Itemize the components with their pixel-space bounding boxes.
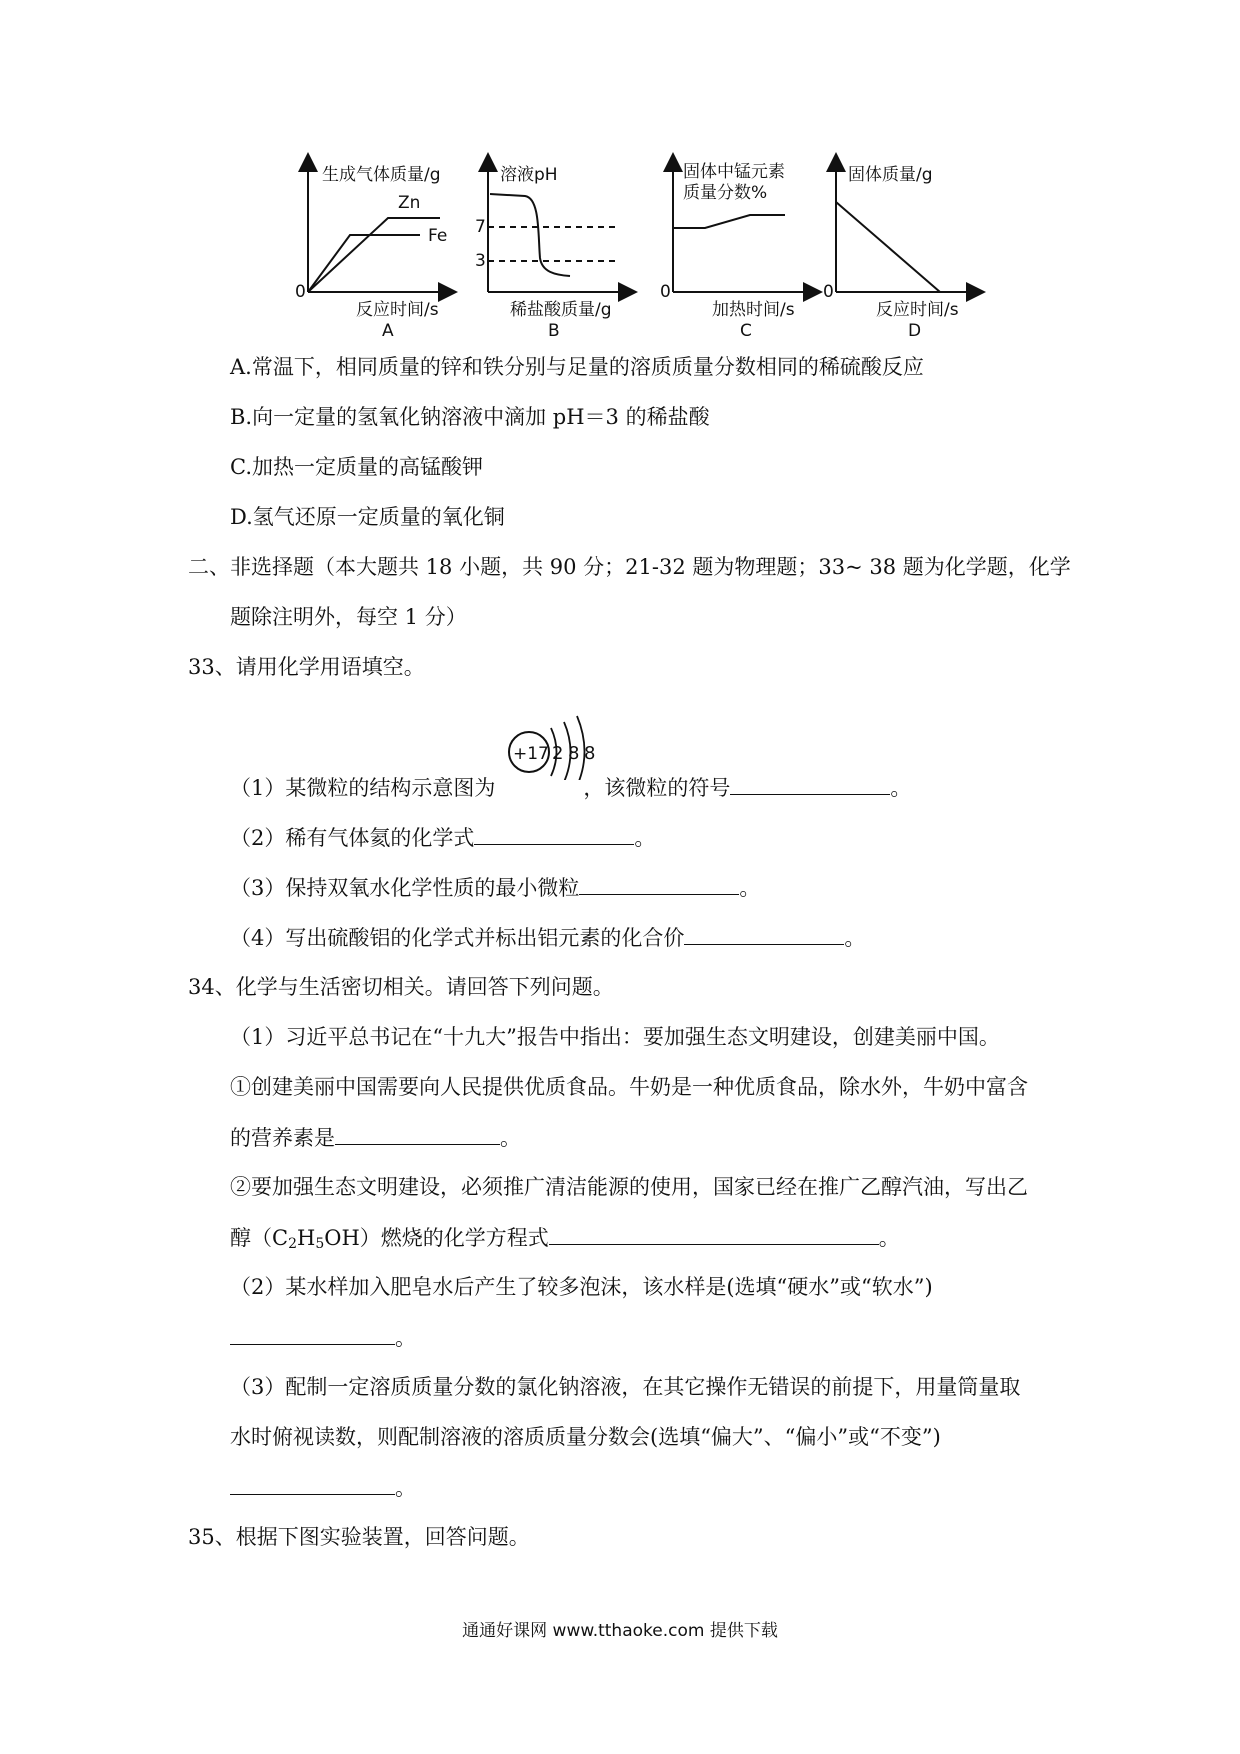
graph-d-line <box>836 202 940 292</box>
graph-b-tick-7: 7 <box>475 217 486 237</box>
graph-d-origin: 0 <box>823 282 834 302</box>
graph-c-line <box>673 215 785 228</box>
q33-answer-4-blank[interactable] <box>684 922 844 945</box>
atom-shell-3: 8 <box>584 743 596 764</box>
q34-answer-2-blank[interactable] <box>230 1322 395 1345</box>
q34-part1b-line1: ②要加强生态文明建设，必须推广清洁能源的使用，国家已经在推广乙醇汽油，写出乙 <box>230 1175 1028 1199</box>
graph-a-ylabel: 生成气体质量/g <box>322 165 441 185</box>
q34-part1a-line2: 的营养素是 。 <box>230 1122 521 1153</box>
q34-answer-1a-blank[interactable] <box>335 1122 500 1145</box>
graph-c-xlabel: 加热时间/s <box>712 300 795 320</box>
graph-b-caption: B <box>548 321 560 341</box>
q33-part3: （3）保持双氧水化学性质的最小微粒 。 <box>230 872 760 903</box>
graphs-figure <box>0 140 1240 500</box>
q34-part3-line2: 水时俯视读数，则配制溶液的溶质质量分数会(选填“偏大”、“偏小”或“不变”) <box>230 1425 941 1449</box>
q34-part1: （1）习近平总书记在“十九大”报告中指出：要加强生态文明建设，创建美丽中国。 <box>230 1025 1000 1049</box>
graph-a-caption: A <box>382 321 394 341</box>
graph-a-origin: 0 <box>295 282 306 302</box>
graph-a-fe-label: Fe <box>428 226 448 246</box>
option-b: B.向一定量的氢氧化钠溶液中滴加 pH＝3 的稀盐酸 <box>230 405 710 429</box>
section2-line1: 二、非选择题（本大题共 18 小题，共 90 分；21-32 题为物理题；33~ 38 题为化学题，化学 <box>188 555 1071 579</box>
q34-part1b-line2: 醇$(C_2H_5OH)$燃烧的化学方程式 。 <box>230 1222 900 1259</box>
graph-d-xlabel: 反应时间/s <box>876 300 959 320</box>
atom-nucleus-charge: +17 <box>513 744 549 764</box>
graph-a-fe-line <box>308 235 420 292</box>
graph-d-ylabel: 固体质量/g <box>848 165 933 185</box>
graph-a-zn-line <box>308 218 440 292</box>
graph-c-origin: 0 <box>660 282 671 302</box>
graph-b-ylabel: 溶液pH <box>500 165 558 185</box>
graph-b-ph-curve <box>490 194 570 276</box>
q35-title: 35、根据下图实验装置，回答问题。 <box>188 1525 530 1549</box>
atom-shell-1: 2 <box>552 743 564 764</box>
q33-part2: （2）稀有气体氦的化学式 。 <box>230 822 655 853</box>
q34-part3-answer: 。 <box>230 1472 416 1503</box>
section2-line2: 题除注明外，每空 1 分） <box>230 605 467 629</box>
atom-shell-2: 8 <box>568 743 580 764</box>
graph-d-caption: D <box>908 321 922 341</box>
q34-answer-3-blank[interactable] <box>230 1472 395 1495</box>
page-footer: 通通好课网 www.tthaoke.com 提供下载 <box>462 1621 778 1641</box>
q34-part2: （2）某水样加入肥皂水后产生了较多泡沫，该水样是(选填“硬水”或“软水”) <box>230 1275 933 1299</box>
option-d: D.氢气还原一定质量的氧化铜 <box>230 505 505 529</box>
option-c: C.加热一定质量的高锰酸钾 <box>230 455 483 479</box>
graph-c-ylabel-2: 质量分数% <box>683 183 768 203</box>
graph-a-zn-label: Zn <box>398 193 421 213</box>
graph-b-xlabel: 稀盐酸质量/g <box>510 300 612 320</box>
atom-structure-diagram <box>504 700 614 780</box>
q34-title: 34、化学与生活密切相关。请回答下列问题。 <box>188 975 614 999</box>
q34-part2-answer: 。 <box>230 1322 416 1353</box>
q33-answer-3-blank[interactable] <box>579 872 739 895</box>
graph-c-ylabel-1: 固体中锰元素 <box>683 162 785 182</box>
graph-c-caption: C <box>740 321 752 341</box>
option-a: A.常温下，相同质量的锌和铁分别与足量的溶质质量分数相同的稀硫酸反应 <box>230 355 924 379</box>
q34-part3-line1: （3）配制一定溶质质量分数的氯化钠溶液，在其它操作无错误的前提下，用量筒量取 <box>230 1375 1021 1399</box>
q34-answer-1b-blank[interactable] <box>549 1222 879 1245</box>
q33-answer-2-blank[interactable] <box>474 822 634 845</box>
q33-title: 33、请用化学用语填空。 <box>188 655 425 679</box>
graph-b-tick-3: 3 <box>475 251 486 271</box>
q33-answer-1-blank[interactable] <box>730 772 890 795</box>
q33-part1-pre: （1）某微粒的结构示意图为 <box>230 776 496 800</box>
graph-a-xlabel: 反应时间/s <box>356 300 439 320</box>
q33-part1-post: ，该微粒的符号 <box>583 776 731 800</box>
q33-part4: （4）写出硫酸铝的化学式并标出铝元素的化合价 。 <box>230 922 865 953</box>
q33-part1: （1）某微粒的结构示意图为 ，该微粒的符号 。 <box>230 772 911 803</box>
q34-part1a-line1: ①创建美丽中国需要向人民提供优质食品。牛奶是一种优质食品，除水外，牛奶中富含 <box>230 1075 1028 1099</box>
